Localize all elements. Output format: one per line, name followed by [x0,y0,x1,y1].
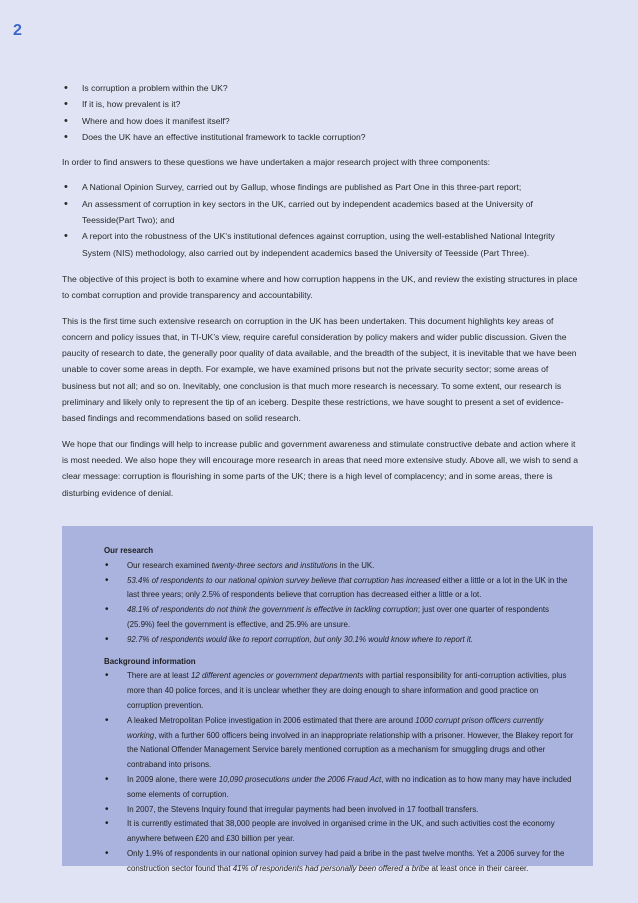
questions-list [62,80,582,145]
list-item: • A leaked Metropolitan Police investigation in 2006 estimated that there are around 1000 corrupt prison officers currently working, with a further 600 officers being involved in an inappropriate relationship with a prisoner. However, the Blakey report for the National Offender Management Service barely mentioned corruption as a mechanism for smuggling drugs and other contraband into prisons. [104,714,574,773]
list-item: • 48.1% of respondents do not think the government is effective in tackling corruption; just over one quarter of respondents (25.9%) feel the government is effective, and 25.9% are unsure. [104,603,574,633]
list-item: • Our research examined twenty-three sectors and institutions in the UK. [104,559,574,574]
section-heading: Background information [104,656,196,666]
list-item: • It is currently estimated that 38,000 people are involved in organised crime in the UK, and such activities cost the economy anywhere between £20 and £30 billion per year. [104,817,574,847]
intro-paragraph: In order to find answers to these questions we have undertaken a major research project with three components: [62,157,491,168]
list-item: • A report into the robustness of the UK’s institutional defences against corruption, using the well-established National Integrity System (NIS) methodology, also carried out by independent academics based the University of Teesside (Part Three). [62,228,582,261]
paragraph: We hope that our findings will help to increase public and government awareness and stimulate constructive debate and action where it is most needed. We also hope they will encourage more research in areas that need more extensive study. Above all, we wish to send a clear message: corruption is flourishing in some parts of the UK; there is a high level of complacency; and in some areas, there is disturbing evidence of denial. [62,438,579,498]
summary-box-content [104,544,574,877]
paragraph: This is the first time such extensive research on corruption in the UK has been undertaken. This document highlights key areas of concern and policy issues that, in TI-UK’s view, require careful consideration by policy makers and wider public discussion. Given the paucity of research to date, the generally poor quality of data available, and the breadth of the subject, it is inevitable that we have been unable to cover some areas in depth. For example, we have examined prisons but not the private security sector; some areas of business but not all; and so on. Inevitably, one conclusion is that much more research is necessary. To some extent, our research is preliminary and likely only to represent the tip of an iceberg. Despite these restrictions, we have sought to present a set of evidence-based findings and recommendations based on solid research. [62,315,577,424]
list-item: • An assessment of corruption in key sectors in the UK, carried out by independent academics based at the University of Teesside(Part Two); and [62,196,582,229]
section-heading: Our research [104,546,154,555]
page-number: 2 [13,22,22,39]
list-item: • 53.4% of respondents to our national opinion survey believe that corruption has increased either a little or a lot in the UK in the last three years; only 2.5% of respondents believe that corruption has decreased either a little or a lot. [104,574,574,604]
list-item: • Does the UK have an effective institutional framework to tackle corruption? [62,129,582,145]
list-item: • In 2007, the Stevens Inquiry found that irregular payments had been involved in 17 football transfers. [104,803,574,818]
list-item: • There are at least 12 different agencies or government departments with partial responsibility for anti-corruption activities, plus more than 40 police forces, and it is unclear whether they are doing enough to share information and good practice on corruption prevention. [104,669,574,713]
main-content [62,80,582,501]
list-item: • In 2009 alone, there were 10,090 prosecutions under the 2006 Fraud Act, with no indication as to how many may have included some elements of corruption. [104,773,574,803]
list-item: • Only 1.9% of respondents in our national opinion survey had paid a bribe in the past twelve months. Yet a 2006 survey for the construction sector found that 41% of respondents had personally been offered a bribe at least once in their career. [104,847,574,877]
list-item: • Is corruption a problem within the UK? [62,80,582,96]
components-list [62,179,582,260]
list-item: • If it is, how prevalent is it? [62,96,582,112]
paragraph: The objective of this project is both to examine where and how corruption happens in the UK, and review the existing structures in place to combat corruption and provide transparency and accountability. [62,273,578,301]
background-list [104,669,574,876]
list-item: • A National Opinion Survey, carried out by Gallup, whose findings are published as Part One in this three-part report; [62,179,582,195]
summary-box [62,526,593,873]
research-list [104,559,574,648]
list-item: • 92.7% of respondents would like to report corruption, but only 30.1% would know where to report it. [104,633,574,648]
list-item: • Where and how does it manifest itself? [62,113,582,129]
